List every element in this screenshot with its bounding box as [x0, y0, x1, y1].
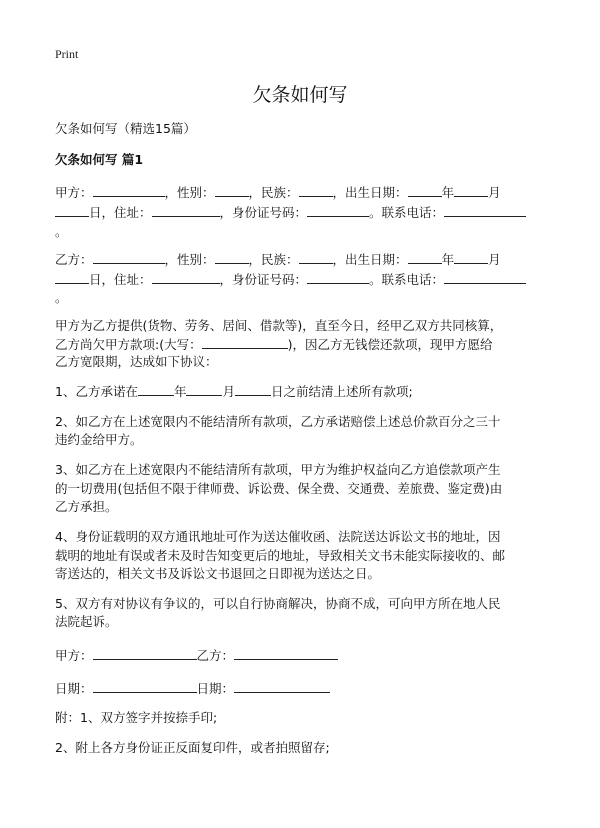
party-a-birth-year-blank[interactable]: [408, 184, 442, 197]
party-b-line-2: 日，住址： ，身份证号码： 。联系电话：: [55, 271, 526, 288]
clause-1: 1、乙方承诺在 年 月 日之前结清上述所有款项;: [55, 384, 413, 399]
party-a-line-3: 。: [55, 224, 68, 239]
party-a-name-blank[interactable]: [93, 184, 165, 197]
clause-3-line-2: 的一切费用(包括但不限于律师费、诉讼费、保全费、交通费、差旅费、鉴定费)由: [55, 481, 503, 496]
date-line: 日期： 日期：: [55, 680, 330, 697]
party-a-phone-blank[interactable]: [444, 204, 526, 217]
deadline-year-blank[interactable]: [138, 383, 174, 396]
party-b-line-3: 。: [55, 290, 68, 305]
clause-4-line-3: 寄送达的，相关文书及诉讼文书退回之日即视为送达之日。: [55, 566, 381, 581]
document-title: 欠条如何写: [252, 84, 348, 106]
party-b-address-blank[interactable]: [152, 271, 220, 284]
party-a-line-2: 日，住址： ，身份证号码： 。联系电话：: [55, 204, 526, 221]
party-b-phone-blank[interactable]: [444, 271, 526, 284]
deadline-month-blank[interactable]: [186, 383, 222, 396]
amount-in-words-blank[interactable]: [202, 336, 288, 349]
party-b-id-blank[interactable]: [307, 271, 369, 284]
party-a-gender-blank[interactable]: [215, 184, 249, 197]
intro-line-1: 甲方为乙方提供(货物、劳务、居间、借款等)，直至今日，经甲乙双方共同核算，: [55, 318, 503, 333]
appendix-line-1: 附：1、双方签字并按捺手印;: [55, 710, 218, 725]
party-a-birth-month-blank[interactable]: [454, 184, 488, 197]
party-b-birth-day-blank[interactable]: [55, 271, 89, 284]
party-b-ethnicity-blank[interactable]: [299, 251, 333, 264]
print-link[interactable]: Print: [55, 47, 79, 61]
intro-line-2: 乙方尚欠甲方款项:(大写： )，因乙方无钱偿还款项，现甲方愿给: [55, 337, 493, 352]
party-a-id-blank[interactable]: [307, 204, 369, 217]
party-a-date-blank[interactable]: [93, 680, 197, 693]
party-b-gender-blank[interactable]: [215, 251, 249, 264]
appendix-line-2: 2、附上各方身份证正反面复印件，或者拍照留存;: [55, 740, 330, 755]
clause-4-line-2: 载明的地址有误或者未及时告知变更后的地址，导致相关文书未能实际接收的、邮: [55, 548, 506, 563]
party-b-line-1: 乙方： ，性别： ，民族： ，出生日期： 年 月: [55, 252, 501, 267]
clause-3-line-3: 乙方承担。: [55, 499, 118, 514]
party-b-birth-year-blank[interactable]: [408, 251, 442, 264]
party-a-birth-day-blank[interactable]: [55, 204, 89, 217]
document-subtitle: 欠条如何写（精选15篇）: [55, 121, 196, 136]
party-a-line-1: 甲方： ，性别： ，民族： ，出生日期： 年 月: [55, 185, 501, 200]
party-a-signature-blank[interactable]: [93, 647, 197, 660]
party-a-ethnicity-blank[interactable]: [299, 184, 333, 197]
party-b-name-blank[interactable]: [93, 251, 165, 264]
clause-2-line-1: 2、如乙方在上述宽限内不能结清所有款项，乙方承诺赔偿上述总价款百分之三十: [55, 414, 501, 429]
clause-3-line-1: 3、如乙方在上述宽限内不能结清所有款项，甲方为维护权益向乙方追偿款项产生: [55, 462, 501, 477]
section-heading: 欠条如何写 篇1: [55, 152, 144, 167]
party-b-signature-blank[interactable]: [234, 647, 338, 660]
clause-4-line-1: 4、身份证载明的双方通讯地址可作为送达催收函、法院送达诉讼文书的地址，因: [55, 529, 501, 544]
intro-line-3: 乙方宽限期，达成如下协议：: [55, 354, 218, 369]
signature-line: 甲方： 乙方：: [55, 647, 338, 664]
clause-5-line-2: 法院起诉。: [55, 614, 118, 629]
deadline-day-blank[interactable]: [235, 383, 271, 396]
party-a-address-blank[interactable]: [152, 204, 220, 217]
party-b-birth-month-blank[interactable]: [454, 251, 488, 264]
party-b-date-blank[interactable]: [234, 680, 330, 693]
clause-5-line-1: 5、双方有对协议有争议的，可以自行协商解决，协商不成，可向甲方所在地人民: [55, 596, 501, 611]
clause-2-line-2: 违约金给甲方。: [55, 432, 143, 447]
